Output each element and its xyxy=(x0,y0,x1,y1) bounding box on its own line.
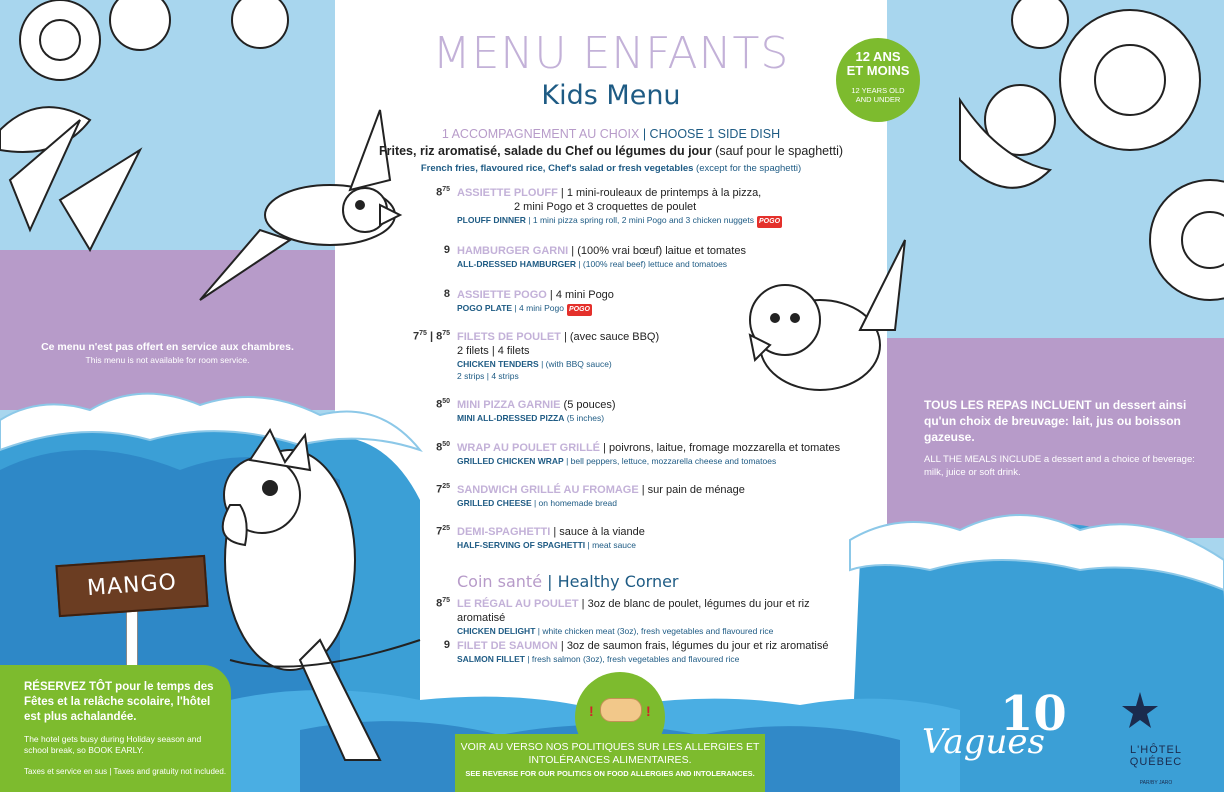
peanut-icon xyxy=(600,698,642,722)
allergy-notice-fr: VOIR AU VERSO NOS POLITIQUES SUR LES ALLERGIES ET INTOLÉRANCES ALIMENTAIRES. xyxy=(460,741,760,766)
item-name-en: PLOUFF DINNER xyxy=(457,215,526,225)
item-name-fr: FILETS DE POULET xyxy=(457,331,561,343)
item-desc-en: | 1 mini pizza spring roll, 2 mini Pogo and 3 chicken nuggets xyxy=(525,215,755,225)
item-desc-fr: | (100% vrai bœuf) laitue et tomates xyxy=(568,245,746,257)
meals-include-fr: TOUS LES REPAS INCLUENT un dessert ainsi qu'un choix de breuvage: lait, jus ou boisson gazeuse. xyxy=(924,398,1187,444)
hotel-logo-line2: QUÉBEC xyxy=(1129,756,1183,768)
side-dish-heading-fr: 1 ACCOMPAGNEMENT AU CHOIX xyxy=(441,127,640,141)
item-price: $8^{50}$ xyxy=(436,398,450,411)
side-dish-heading xyxy=(345,127,877,141)
age-badge-en-line2: AND UNDER xyxy=(855,95,901,104)
item-desc-en: | (with BBQ sauce) xyxy=(538,359,612,369)
side-dish-options-fr xyxy=(345,144,877,158)
flower-icon xyxy=(960,0,1224,300)
warning-icon: ! xyxy=(646,703,651,719)
age-badge-en-line1: 12 YEARS OLD xyxy=(851,86,905,95)
item-desc-fr2: 2 mini Pogo et 3 croquettes de poulet xyxy=(514,201,697,213)
pogo-logo: POGO xyxy=(567,304,592,316)
item-name-fr: DEMI-SPAGHETTI xyxy=(457,526,551,538)
item-name-fr: LE RÉGAL AU POULET xyxy=(457,598,579,610)
age-badge-en xyxy=(836,86,920,104)
item-name-fr: HAMBURGER GARNI xyxy=(457,245,569,257)
item-desc-en: | white chicken meat (3oz), fresh vegetables and flavoured rice xyxy=(535,626,774,636)
item-desc-fr: | 1 mini-rouleaux de printemps à la pizza, xyxy=(557,187,762,199)
flower-icon xyxy=(0,0,288,250)
side-dish-options-en xyxy=(345,163,877,174)
warning-icon: ! xyxy=(589,703,594,719)
mango-sign: MANGO xyxy=(55,555,208,617)
item-name-en: MINI ALL-DRESSED PIZZA xyxy=(457,413,565,423)
item-price: 9 xyxy=(443,244,450,256)
age-badge-fr-line1: 12 ANS xyxy=(855,49,901,64)
reserve-early-en: The hotel gets busy during Holiday season and school break, so BOOK EARLY. xyxy=(24,734,202,755)
healthy-corner-heading xyxy=(457,572,679,591)
item-name-en: CHICKEN DELIGHT xyxy=(457,626,536,636)
meals-include-notice xyxy=(924,397,1204,479)
brand-logo-word: Vagues xyxy=(922,722,1045,762)
healthy-title-fr: Coin santé xyxy=(457,572,543,591)
item-price: $8^{75}$ xyxy=(436,597,450,610)
taxes-notice: Taxes et service en sus | Taxes and gratuity not included. xyxy=(24,767,227,776)
side-dish-options-fr-note: (sauf pour le spaghetti) xyxy=(711,144,844,158)
item-price: $8^{75}$ xyxy=(436,186,450,199)
item-name-en: CHICKEN TENDERS xyxy=(457,359,539,369)
reserve-early-box xyxy=(0,665,231,792)
item-name-en: POGO PLATE xyxy=(457,303,513,313)
item-desc-fr: | (avec sauce BBQ) xyxy=(560,331,660,343)
side-dish-options-en-text: French fries, flavoured rice, Chef's salad or fresh vegetables xyxy=(420,163,694,174)
hotel-logo xyxy=(1112,744,1200,768)
item-desc-en: | meat sauce xyxy=(585,540,637,550)
reserve-early-fr: RÉSERVEZ TÔT pour le temps des Fêtes et la relâche scolaire, l'hôtel est plus achalandée. xyxy=(24,681,214,723)
side-dish-heading-en: CHOOSE 1 SIDE DISH xyxy=(649,127,781,141)
hotel-logo-line1: L'HÔTEL xyxy=(1130,744,1182,756)
item-name-fr: WRAP AU POULET GRILLÉ xyxy=(457,442,600,454)
page-subtitle: Kids Menu xyxy=(541,80,681,111)
healthy-title-en: Healthy Corner xyxy=(557,572,679,591)
item-name-fr: ASSIETTE PLOUFF xyxy=(457,187,558,199)
hotel-logo-by: PAR/BY JARO xyxy=(1139,780,1173,786)
item-name-fr: SANDWICH GRILLÉ AU FROMAGE xyxy=(457,484,639,496)
allergy-notice-en: SEE REVERSE FOR OUR POLITICS ON FOOD ALLERGIES AND INTOLERANCES. xyxy=(465,769,755,778)
pogo-logo: POGO xyxy=(757,216,782,228)
item-desc-fr: (5 pouces) xyxy=(560,399,616,411)
item-name-en: HALF-SERVING OF SPAGHETTI xyxy=(457,540,586,550)
item-desc-fr: | 3oz de blanc de poulet, légumes du jour et riz aromatisé xyxy=(457,598,810,624)
brand-logo-number: 10 xyxy=(1000,686,1067,742)
room-service-notice-fr: Ce menu n'est pas offert en service aux chambres. xyxy=(41,341,294,353)
item-price: 9 xyxy=(443,639,450,651)
item-name-fr: FILET DE SAUMON xyxy=(457,640,558,652)
item-price: $7^{75}$ | $8^{75}$ xyxy=(412,330,450,343)
item-price: $7^{25}$ xyxy=(436,483,450,496)
item-desc-en: | (100% real beef) lettuce and tomatoes xyxy=(576,259,728,269)
item-desc-en: | 4 mini Pogo xyxy=(512,303,564,313)
item-desc-fr: | poivrons, laitue, fromage mozzarella et tomates xyxy=(600,442,841,454)
item-desc-fr: | 4 mini Pogo xyxy=(546,289,614,301)
item-desc-fr: | sur pain de ménage xyxy=(638,484,745,496)
item-desc-en: | fresh salmon (3oz), fresh vegetables and flavoured rice xyxy=(525,654,740,664)
item-name-fr: ASSIETTE POGO xyxy=(457,289,547,301)
age-badge-fr-line2: ET MOINS xyxy=(846,63,910,78)
allergy-notice-box xyxy=(455,734,765,792)
item-name-en: GRILLED CHICKEN WRAP xyxy=(457,456,564,466)
room-service-notice-en: This menu is not available for room service. xyxy=(85,355,250,365)
item-desc-en: (5 inches) xyxy=(564,413,605,423)
item-name-fr: MINI PIZZA GARNIE xyxy=(457,399,561,411)
sign-post xyxy=(126,605,138,667)
meals-include-en: ALL THE MEALS INCLUDE a dessert and a choice of beverage: milk, juice or soft drink. xyxy=(924,454,1195,478)
starfish-icon xyxy=(1118,690,1162,736)
item-name-en: GRILLED CHEESE xyxy=(457,498,532,508)
item-price: $7^{25}$ xyxy=(436,525,450,538)
item-name-en: SALMON FILLET xyxy=(457,654,525,664)
age-badge-fr xyxy=(836,50,920,78)
item-desc-en: | bell peppers, lettuce, mozzarella cheese and tomatoes xyxy=(563,456,777,466)
page-title: MENU ENFANTS xyxy=(432,28,790,79)
item-desc-en: | on homemade bread xyxy=(531,498,617,508)
item-desc-en2: 2 strips | 4 strips xyxy=(457,371,519,381)
age-badge xyxy=(836,38,920,122)
item-name-en: ALL-DRESSED HAMBURGER xyxy=(457,259,576,269)
side-dish-options-fr-text: Frites, riz aromatisé, salade du Chef ou légumes du jour xyxy=(378,144,712,158)
item-price: $8^{50}$ xyxy=(436,441,450,454)
item-desc-fr: | 3oz de saumon frais, légumes du jour et riz aromatisé xyxy=(557,640,829,652)
side-dish-heading-sep: | xyxy=(639,127,650,141)
healthy-title-sep: | xyxy=(542,572,558,591)
item-desc-fr: | sauce à la viande xyxy=(550,526,645,538)
side-dish-options-en-note: (except for the spaghetti) xyxy=(693,163,802,174)
item-desc-fr2: 2 filets | 4 filets xyxy=(457,345,530,357)
item-price: 8 xyxy=(443,288,450,300)
